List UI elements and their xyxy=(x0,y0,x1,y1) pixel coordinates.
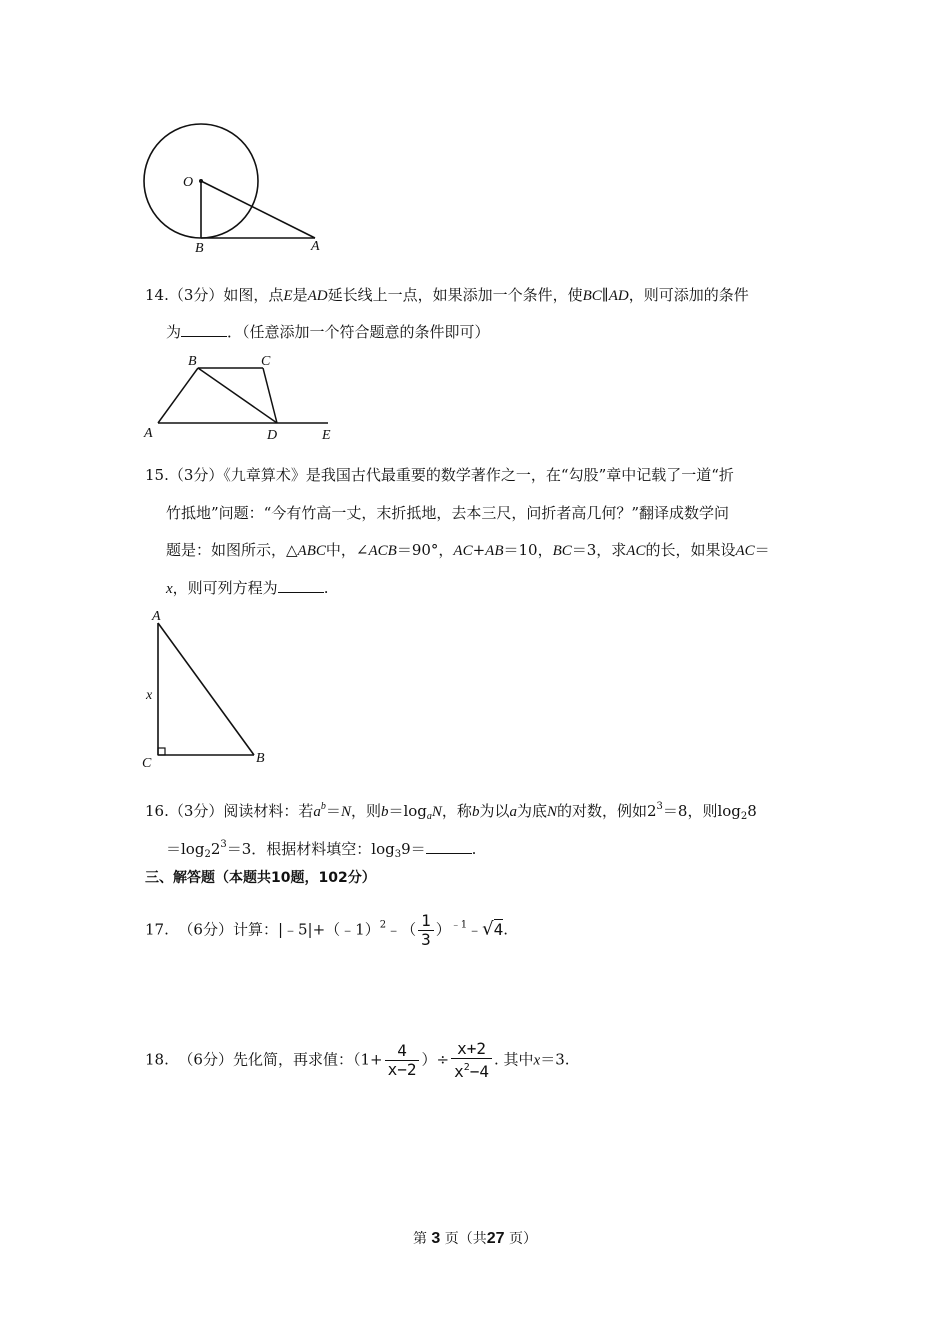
label-A: A xyxy=(152,609,161,624)
label-C: C xyxy=(142,756,152,771)
q16-line1: 16.（3分）阅读材料：若$a^b=N$，则$b=\log_aN$，称b为以a为底N的对数，例如$2^3=8$，则$\log_28$ xyxy=(145,801,757,822)
label-D: D xyxy=(267,428,278,443)
q15-line4: x，则可列方程为 . xyxy=(166,579,329,597)
fraction-4-over-x-minus-2: $\frac{4}{x-2}$ xyxy=(385,1042,420,1079)
label-B: B xyxy=(256,751,265,766)
label-B: B xyxy=(188,354,197,369)
radicand: 4 xyxy=(493,919,504,939)
section-3-heading: 三、解答题（本题共10题，102分） xyxy=(145,870,376,886)
label-O: O xyxy=(183,175,194,190)
answer-blank xyxy=(278,578,324,593)
q17-line: 17. （6分）计算：|﹣5|+（﹣1）$^2$﹣（ $\frac{1}{3}$ ）$^{﹣1}$﹣√4. xyxy=(145,911,509,949)
q14-line1: 14.（3分）如图，点E是AD延长线上一点，如果添加一个条件，使BC∥AD，则可添加的条件 xyxy=(145,286,749,304)
q15-line3: 题是：如图所示，△ABC中，∠ACB＝90°，AC+AB＝10，BC＝3，求AC的长，如果设AC＝ xyxy=(166,541,770,559)
label-x: x xyxy=(146,688,153,703)
page-footer: 第 3 页（共27 页） xyxy=(412,1230,538,1247)
answer-blank xyxy=(181,322,227,337)
label-B: B xyxy=(195,241,204,256)
q16-line2: $=\log_22^3=3$．根据材料填空：$\log_39=$ . xyxy=(166,839,477,860)
label-A: A xyxy=(144,426,153,441)
right-triangle-figure xyxy=(138,605,278,775)
q14-line2: 为 ．（任意添加一个符合题意的条件即可） xyxy=(166,323,490,341)
label-A: A xyxy=(311,239,320,254)
q18-line: 18. （6分）先化简，再求值：（1+ $\frac{4}{x-2}$ ）÷ $\frac{x+2}{x^2-4}$ . 其中x＝3. xyxy=(145,1039,570,1081)
circle-tangent-figure xyxy=(135,118,335,258)
sqrt-symbol: √ xyxy=(482,918,494,940)
fraction-one-third: $\frac{1}{3}$ xyxy=(418,912,434,949)
trapezoid-figure xyxy=(140,350,350,445)
q15-line2: 竹抵地”问题：“今有竹高一丈，末折抵地，去本三尺，问折者高几何？”翻译成数学问 xyxy=(166,504,730,522)
q15-line1: 15.（3分）《九章算术》是我国古代最重要的数学著作之一，在“勾股”章中记载了一道“折 xyxy=(145,466,734,484)
fraction-x-plus-2-over-x2-minus-4: $\frac{x+2}{x^2-4}$ xyxy=(451,1040,492,1081)
label-C: C xyxy=(261,354,271,369)
answer-blank xyxy=(426,839,472,854)
label-E: E xyxy=(322,428,331,443)
